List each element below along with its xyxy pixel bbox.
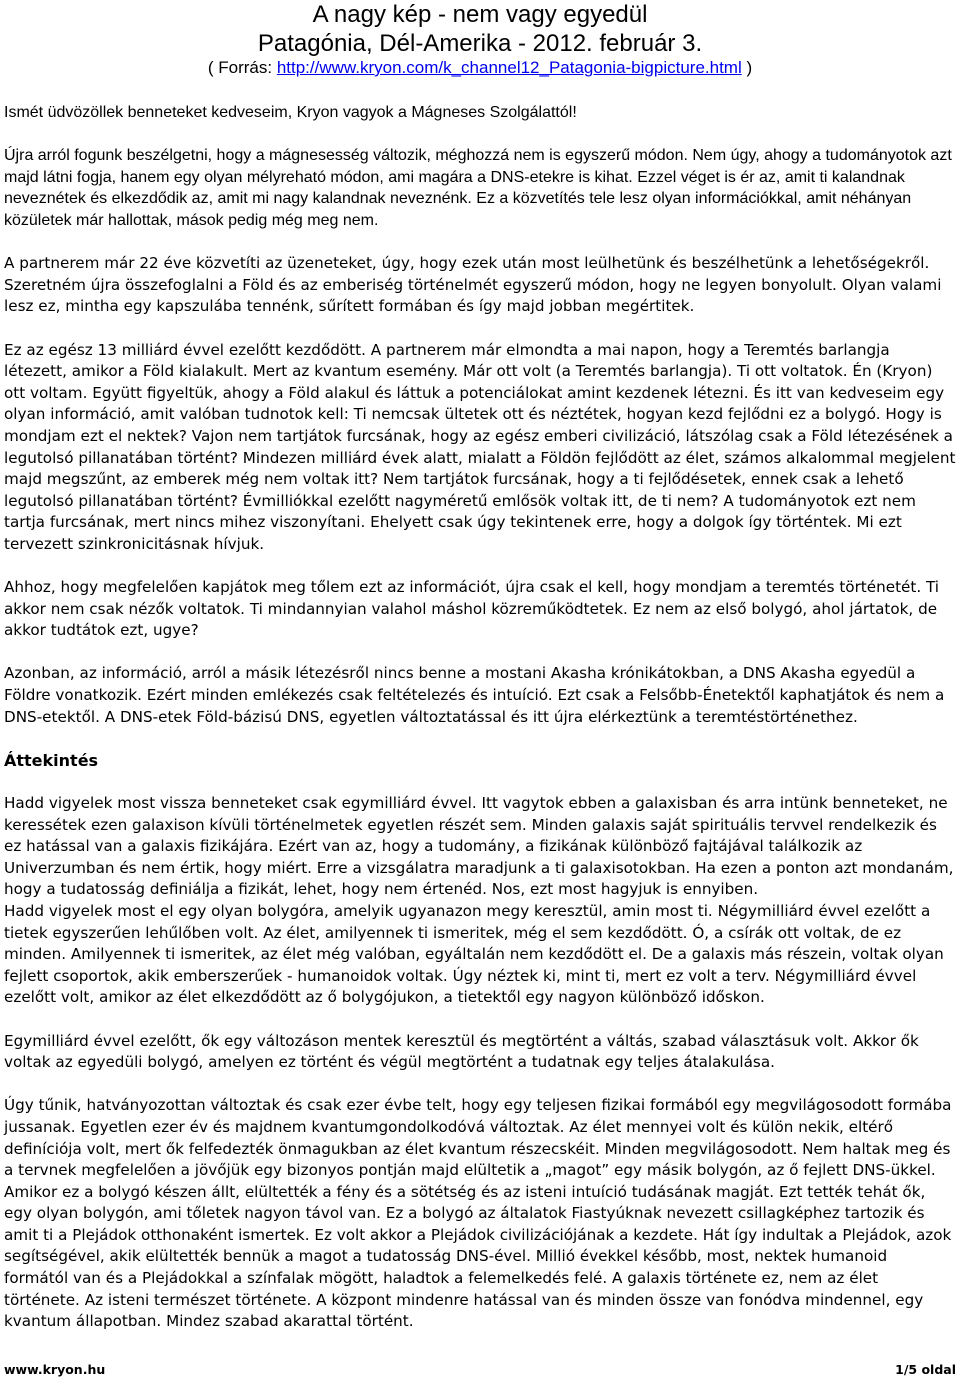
paragraph: Egymilliárd évvel ezelőtt, ők egy változáson mentek keresztül és megtörtént a váltás, szabad választásuk volt. Akkor ők voltak az egyedüli bolygó, amelyen ez történt és végül megtörtént a tudatnak egy teljes átalakulása. [4,1031,919,1072]
source-suffix: ) [741,58,753,77]
footer-site: www.kryon.hu [4,1362,106,1377]
paragraph: Ahhoz, hogy megfelelően kapjátok meg tőlem ezt az információt, újra csak el kell, hogy mondjam a teremtés történetét. Ti akkor nem csak nézők voltatok. Ti mindannyian valahol máshol közreműködtetek. Ez nem az első bolygó, ahol jártatok, de akkor tudtátok ezt, ugye? [4,578,940,640]
paragraph: Úgy tűnik, hatványozottan változtak és csak ezer évbe telt, hogy egy teljesen fizikai formából egy megvilágosodott formába jussanak. Egyetlen ezer év és majdnem kvantumgondolkodóvá változtak. Az élet mennyei volt és külön nekik, eltérő definíciója volt, mert ők felfedezték önmagukban az élet kvantum részecskéit. Minden megvilágosodott. Nem haltak meg és a tervnek megfelelően a jövőjük egy bizonyos pontján majd elültetik a „magot” egy másik bolygón, az ő fejlett DNS-ükkel. Amikor ez a bolygó készen állt, elültették a fény és a sötétség és az isteni intuíció tudásának magját. Ezt tették tehát ők, egy olyan bolygón, ami tőletek nagyon távol van. Ez a bolygó az általatok Fiastyúknak nevezett csillagképhez tartozik és amit ti a Plejádok otthonaként ismertek. Ez volt akkor a Plejádok civilizációjának a kezdete. Hát így indultak a Plejádok, azok segítségével, akik elültették bennük a magot a tudatosság DNS-ével. Millió évekkel később, most, nektek humanoid formától van és a Plejádokkal a színfalak mögött, haladtok a felemelkedés felé. A galaxis története ez, nem az élet története. Az isteni természet története. A központ mindenre hatással van és minden össze van fonódva mindennel, egy kvantum állapotban. Mindez szabad akarattal történt. [4,1096,952,1331]
paragraph: Hadd vigyelek most vissza benneteket csak egymilliárd évvel. Itt vagytok ebben a galaxisban és arra intünk benneteket, ne keressétek ezen galaxison kívüli történelmetek egyetlen részét sem. Minden galaxis saját spirituális tervvel rendelkezik és ez hatással van a galaxis fizikájára. Ezért van az, hogy a tudomány, a fizikának különböző fajtájával találkozik az Univerzumban és nem értik, hogy miért. Erre a vizsgálatra maradjunk a ti galaxisotokban. Ha ezen a ponton azt mondanám, hogy a tudatosság definiálja a fizikát, lehet, hogy nem értenéd. Nos, ezt most hagyjuk is ennyiben. [4,794,954,899]
paragraph: Azonban, az információ, arról a másik létezésről nincs benne a mostani Akasha krónikátokban, a DNS Akasha egyedül a Földre vonatkozik. Ezért minden emlékezés csak feltételezés és intuíció. Ezt csak a Felsőbb-Énetektől kaphatjátok és nem a DNS-etektől. A DNS-etek Föld-bázisú DNS, egyetlen változtatással és itt újra elérkeztünk a teremtéstörténethez. [4,664,945,726]
paragraph: Hadd vigyelek most el egy olyan bolygóra, amelyik ugyanazon megy keresztül, amin most ti. Négymilliárd évvel ezelőtt a tietek egyszerűen lehűlőben volt. Az élet, amilyennek ti ismeritek, még el sem kezdődött. Ó, a csírák ott voltak, de ez minden. Amilyennek ti ismeritek, az élet még valóban, egyáltalán nem kezdődött el. De a galaxis más részein, voltak olyan fejlett csoportok, akik emberszerűek - humanoidok voltak. Úgy néztek ki, mint ti, mert ez volt a terv. Négymilliárd évvel ezelőtt volt, amikor az élet elkezdődött az ő bolygójukon, a tietektől egy nagyon különböző időskon. [4,901,944,1007]
document-title: A nagy kép - nem vagy egyedül [312,1,648,28]
paragraph: Ez az egész 13 milliárd évvel ezelőtt kezdődött. A partnerem már elmondta a mai napon, hogy a Teremtés barlangja létezett, amikor a Föld kialakult. Mert az kvantum esemény. Már ott volt (a Teremtés barlangja). Ti ott voltatok. Én (Kryon) ott voltam. Együtt figyeltük, ahogy a Föld alakul és láttuk a potenciálokat amint kezdenek létezni. És itt van kedveseim egy olyan információ, amit valóban tudnotok kell: Ti nemcsak ültetek ott és néztétek, hogyan kezd fejlődni ez a bolygó. Hogy is mondjam ezt el nektek? Vajon nem tartjátok furcsának, hogy az egész emberi civilizáció, látszólag csak a Föld létezésének a legutolsó pillanatában történt? Mindezen milliárd évek alatt, mialatt a Földön fejlődött az élet, számos alkalommal megjelent majd megszűnt, az emberek még nem voltak itt? Nem tartjátok furcsának, hogy a ti fejlődésetek, ennek csak a lehető legutolsó pillanatában történt? Évmilliókkal ezelőtt nagyméretű emlősök voltak itt, de ti nem? A tudományotok ezt nem tartja furcsának, mert nincs mihez viszonyítani. Ehelyett csak úgy tekintenek erre, hogy a dolgok így történtek. Mi ezt tervezett szinkronicitásnak hívjuk. [4,340,956,553]
page-footer [4,1362,956,1377]
paragraph-intro: Újra arról fogunk beszélgetni, hogy a mágnesesség változik, méghozzá nem is egyszerű módon. Nem úgy, ahogy a tudományotok azt majd látni fogja, hanem egy olyan mélyreható módon, ami magára a DNS-etekre is kihat. Ezzel véget is ér az, amit ti kalandnak neveznétek és elkezdődik az, amit mi nagy kalandnak neveznénk. Ez a közvetítés tele lesz olyan információkkal, amit néhányan közületek már hallottak, mások pedig még meg nem. [4,147,952,229]
paragraph-greeting: Ismét üdvözöllek benneteket kedveseim, Kryon vagyok a Mágneses Szolgálattól! [4,104,577,121]
document-subtitle: Patagónia, Dél-Amerika - 2012. február 3. [257,30,703,57]
document-header [0,0,960,78]
paragraph: A partnerem már 22 éve közvetíti az üzeneteket, úgy, hogy ezek után most leülhetünk és beszélhetünk a lehetőségekről. Szeretném újra összefoglalni a Föld és az emberiség történelmét egyszerű módon, hogy ne legyen bonyolult. Olyan valami lesz ez, mintha egy kapszulába tennénk, sűrített formában és így majd jobban megértitek. [4,254,942,316]
source-line [0,58,960,78]
source-prefix: ( Forrás: [207,58,277,77]
document-body [0,102,960,1333]
source-link[interactable]: http://www.kryon.com/k_channel12_Patagonia-bigpicture.html [276,58,742,77]
section-heading: Áttekintés [4,750,99,770]
footer-page-number: 1/5 oldal [895,1362,956,1377]
